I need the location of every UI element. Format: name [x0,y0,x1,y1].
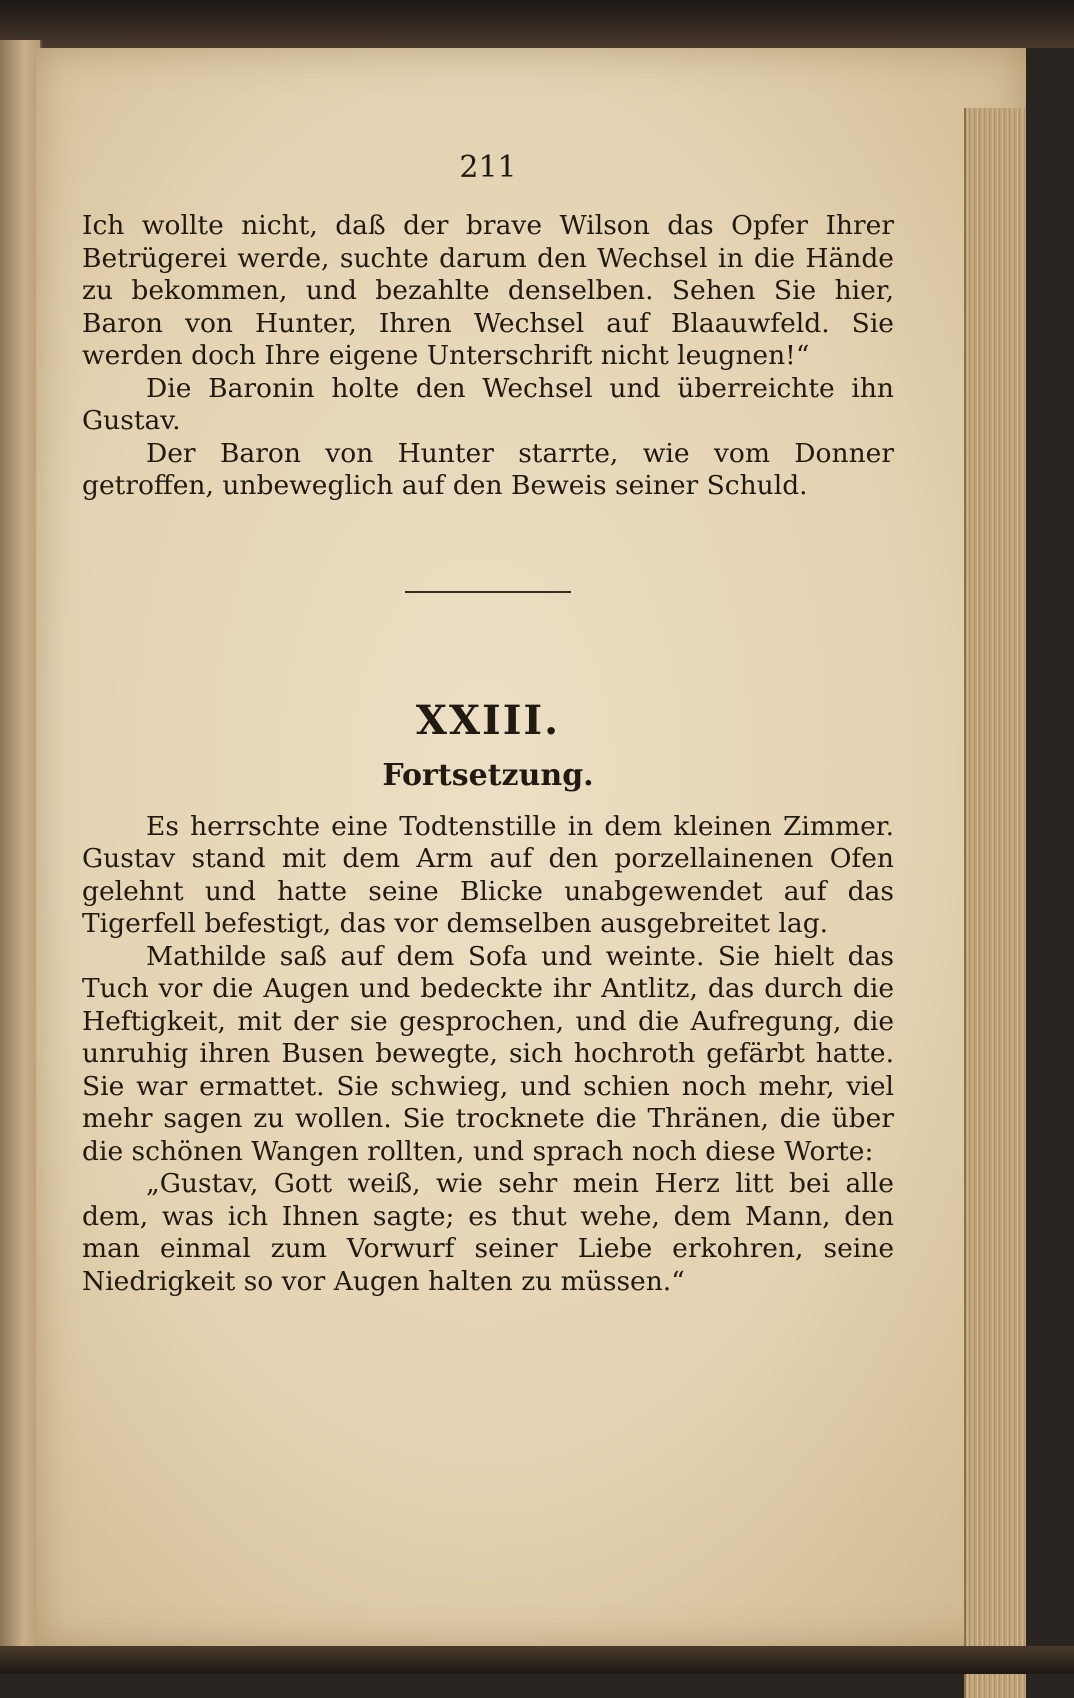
paragraph: Ich wollte nicht, daß der brave Wilson das Opfer Ihrer Betrügerei werde, suchte darum den Wechsel in die Hände zu bekommen, und bezahlte denselben. Sehen Sie hier, Baron von Hunter, Ihren Wechsel auf Blaauwfeld. Sie werden doch Ihre eigene Unterschrift nicht leugnen!“ [82,210,894,371]
section-divider [405,591,571,593]
chapter-number: XXIII. [415,696,561,744]
paragraph: „Gustav, Gott weiß, wie sehr mein Herz litt bei alle dem, was ich Ihnen sagte; es thut wehe, dem Mann, den man einmal zum Vorwurf seiner Liebe erkohren, seine Niedrigkeit so vor Augen halten zu müssen.“ [82,1168,894,1297]
paragraph: Es herrschte eine Todtenstille in dem kleinen Zimmer. Gustav stand mit dem Arm auf den porzellainenen Ofen gelehnt und hatte seine Blicke unabgewendet auf das Tigerfell befestigt, das vor demselben ausgebreitet lag. [82,810,894,939]
paragraph: Mathilde saß auf dem Sofa und weinte. Sie hielt das Tuch vor die Augen und bedeckte ihr Antlitz, das durch die Heftigkeit, mit der sie gesprochen, und die Aufregung, die unruhig ihren Busen bewegte, sich hochroth gefärbt hatte. Sie war ermattet. Sie schwieg, und schien noch mehr, viel mehr sagen zu wollen. Sie trocknete die Thränen, die über die schönen Wangen rollten, und sprach noch diese Worte: [82,940,894,1167]
page-number: 211 [459,150,517,185]
book-top-edge [0,0,1074,48]
chapter-title: Fortsetzung. [382,757,594,793]
paragraph: Der Baron von Hunter starrte, wie vom Donner getroffen, unbeweglich auf den Beweis seiner Schuld. [82,437,894,501]
paragraph: Die Baronin holte den Wechsel und überreichte ihn Gustav. [82,372,894,436]
page-stack-edge [964,108,1026,1698]
book-bottom-edge [0,1646,1074,1674]
page-text [82,150,894,1298]
